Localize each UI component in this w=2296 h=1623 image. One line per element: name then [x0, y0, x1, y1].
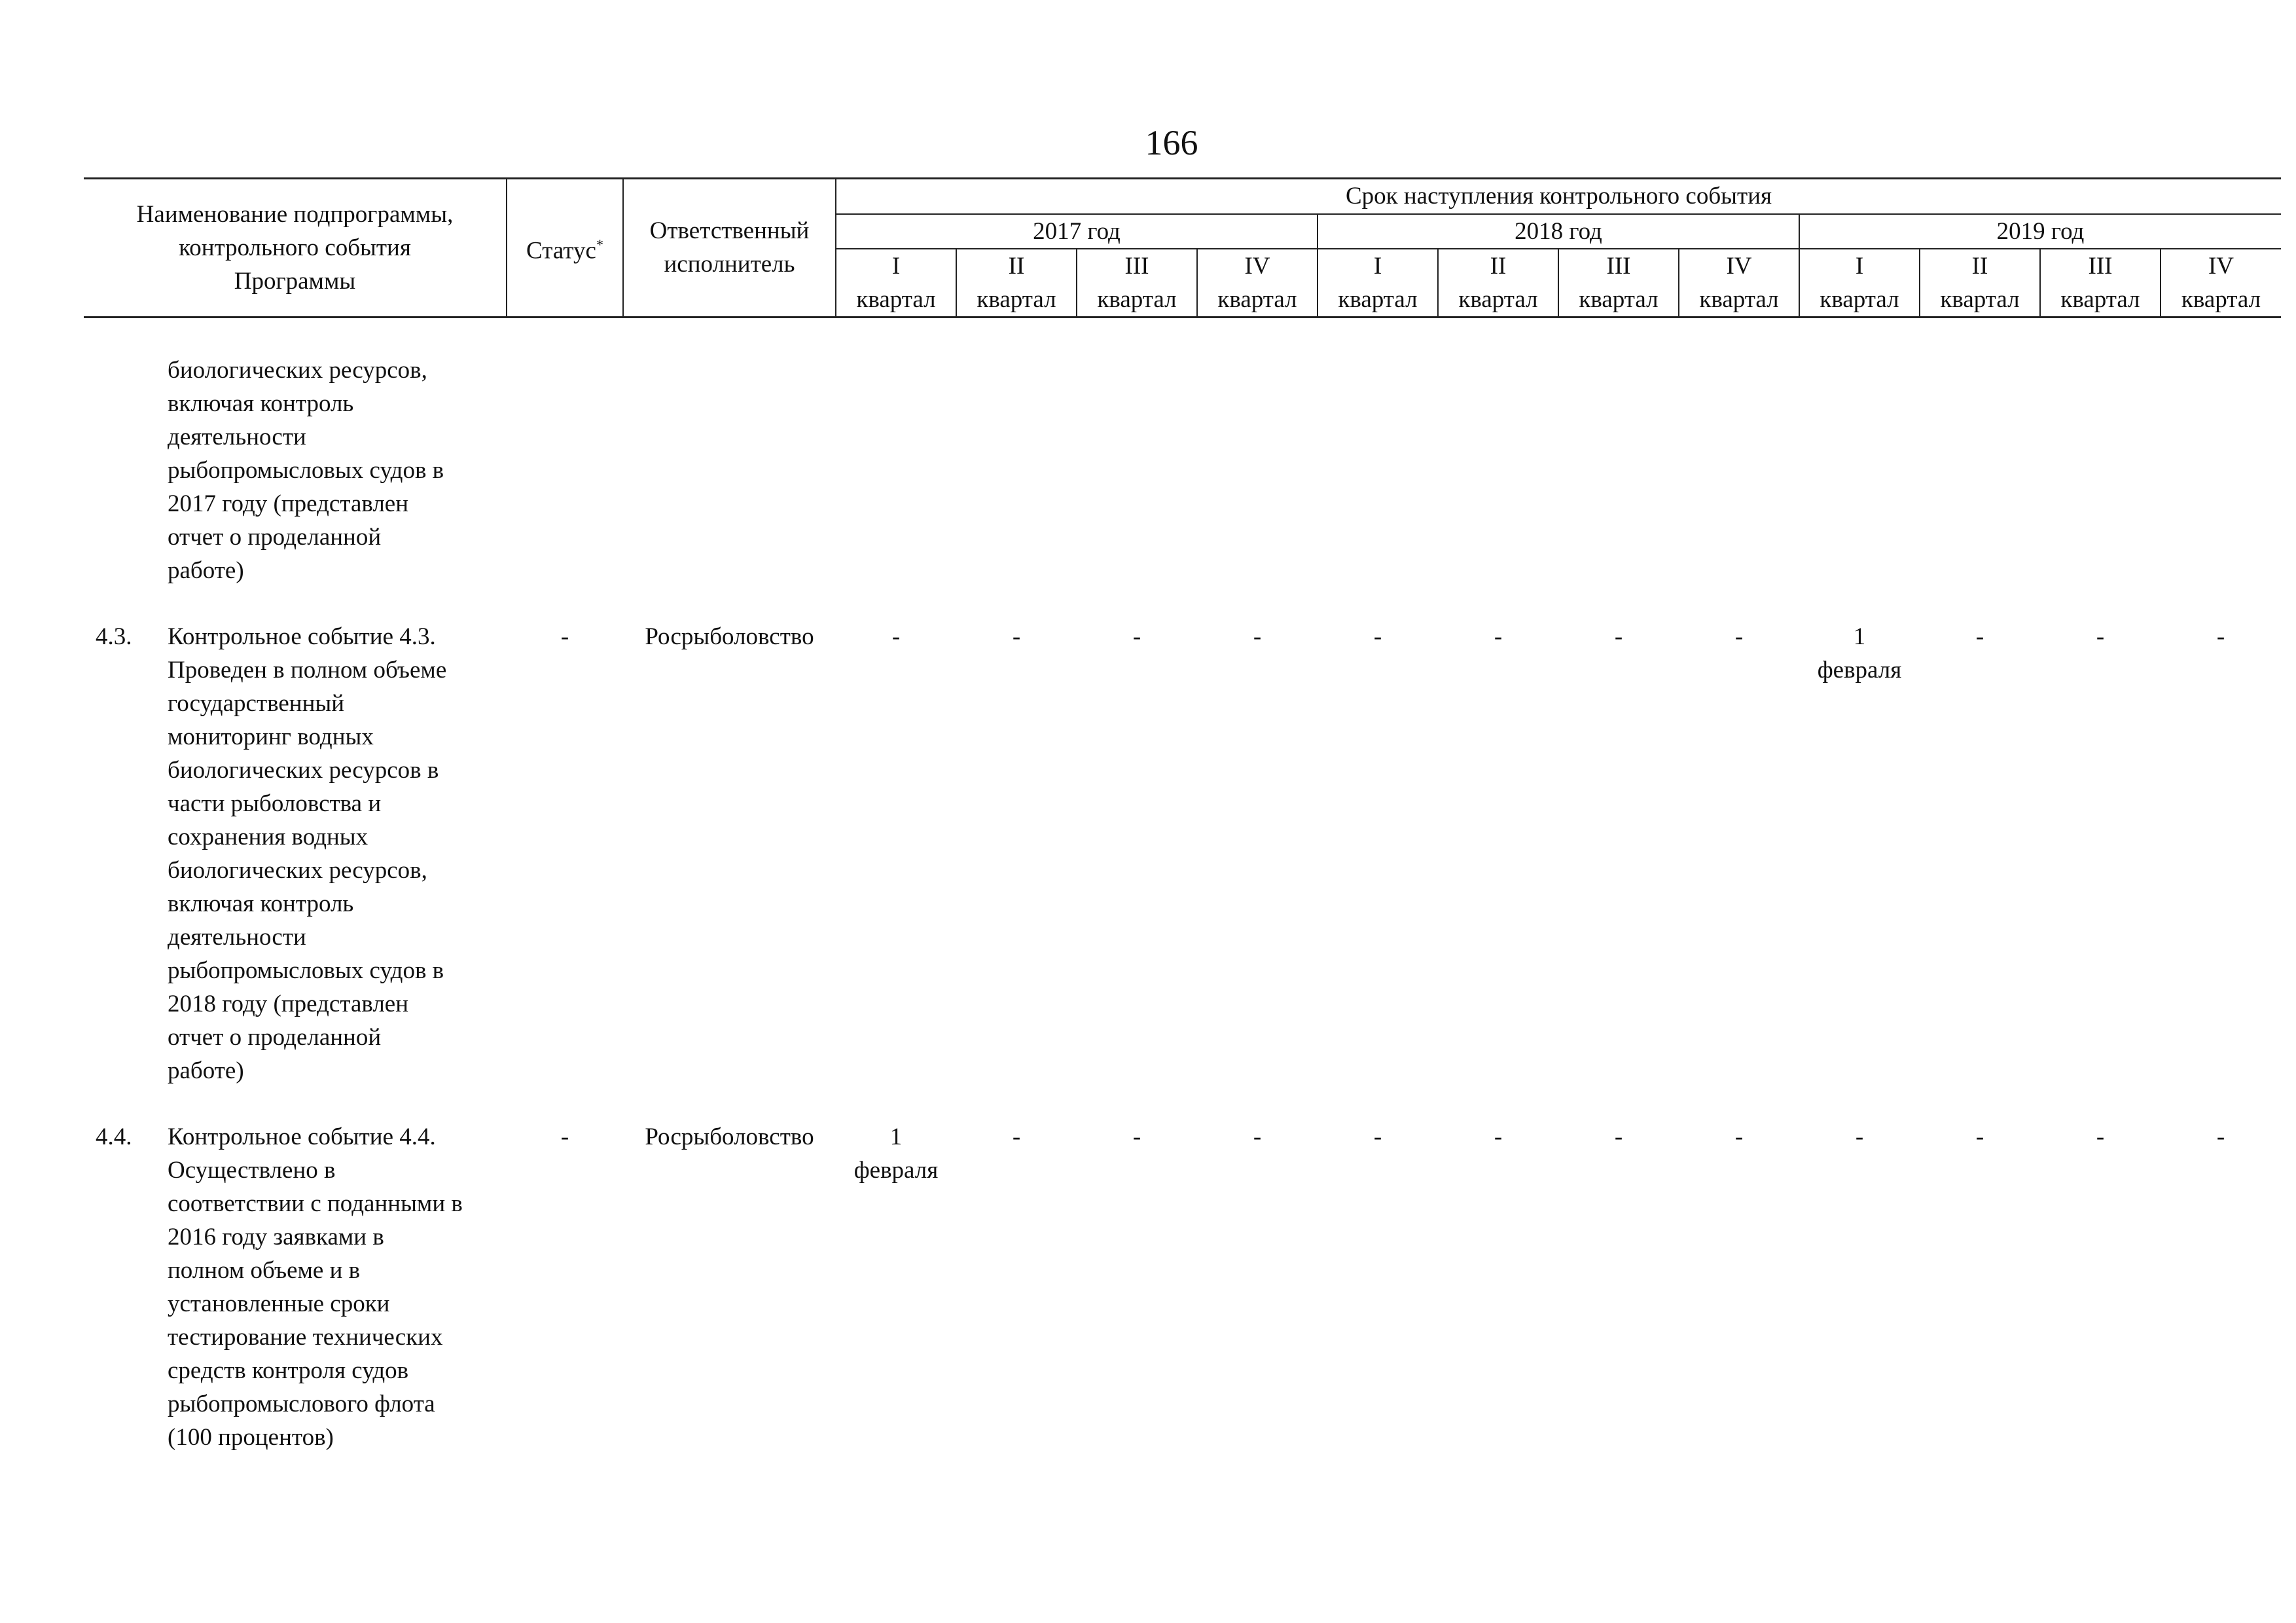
deadline-cell [1558, 354, 1679, 587]
quarter-header: IV квартал [1197, 249, 1318, 318]
row-number: 4.4. [96, 1123, 132, 1150]
row-executor: Росрыболовство [645, 623, 814, 650]
deadline-cell: 1 февраля [853, 1123, 939, 1184]
deadline-cell: - [2216, 1123, 2225, 1150]
quarter-header: III квартал [1077, 249, 1197, 318]
deadline-cell: - [1132, 623, 1141, 650]
deadline-cell: - [1253, 623, 1262, 650]
table-row [84, 1120, 2281, 1454]
row-status [507, 354, 623, 587]
deadline-group-header: Срок наступления контрольного события [836, 179, 2281, 214]
deadline-cell: - [2216, 623, 2225, 650]
deadline-cell [1197, 354, 1318, 587]
event-name: Контрольное событие 4.3. Проведен в полном объеме государственный мониторинг водных биологических ресурсов в части рыболовства и сохранения водных биологических ресурсов, включая контроль деятельности рыбопромысловых судов в 2018 году (представлен отчет о проделанной работе) [168, 623, 447, 1084]
quarter-header: I квартал [1318, 249, 1438, 318]
status-column-header: Статус* [507, 179, 623, 318]
quarter-header: I квартал [1799, 249, 1920, 318]
control-events-table [84, 177, 2281, 1454]
quarter-header: I квартал [836, 249, 956, 318]
year-header-2017: 2017 год [836, 214, 1318, 249]
deadline-cell: - [1132, 1123, 1141, 1150]
table-row [84, 620, 2281, 1087]
deadline-cell: - [1012, 1123, 1021, 1150]
event-name: Контрольное событие 4.4. Осуществлено в соответствии с поданными в 2016 году заявками в полном объеме и в установленные сроки тестирование технических средств контроля судов рыбопромыслового флота (100 процентов) [168, 1123, 463, 1451]
deadline-cell [1799, 354, 1920, 587]
quarter-header: IV квартал [1679, 249, 1799, 318]
row-number [84, 354, 162, 587]
name-column-header: Наименование подпрограммы, контрольного события Программы [84, 179, 507, 318]
deadline-cell: - [1855, 1123, 1864, 1150]
executor-column-header: Ответственный исполнитель [623, 179, 836, 318]
deadline-cell: - [1373, 623, 1382, 650]
deadline-cell: - [2096, 623, 2105, 650]
deadline-cell: - [1614, 623, 1623, 650]
deadline-cell [836, 354, 956, 587]
deadline-cell [2161, 354, 2281, 587]
deadline-cell: - [1494, 623, 1503, 650]
deadline-cell: - [1734, 1123, 1744, 1150]
deadline-cell: - [891, 623, 901, 650]
deadline-cell: 1 февраля [1817, 623, 1902, 684]
event-name: биологических ресурсов, включая контроль деятельности рыбопромысловых судов в 2017 году (представлен отчет о проделанной работе) [168, 357, 444, 584]
quarter-header: II квартал [1920, 249, 2040, 318]
deadline-cell: - [1614, 1123, 1623, 1150]
deadline-cell [1679, 354, 1799, 587]
status-footnote-mark: * [596, 236, 603, 253]
quarter-header: III квартал [2040, 249, 2161, 318]
deadline-cell: - [1975, 1123, 1984, 1150]
deadline-cell: - [1494, 1123, 1503, 1150]
deadline-cell [2040, 354, 2161, 587]
deadline-cell: - [1975, 623, 1984, 650]
quarter-header: II квартал [956, 249, 1077, 318]
row-number: 4.3. [96, 623, 132, 650]
deadline-cell [1920, 354, 2040, 587]
table-header [84, 179, 2281, 318]
quarter-header: II квартал [1438, 249, 1558, 318]
page-number: 166 [1145, 123, 1198, 162]
quarter-header: III квартал [1558, 249, 1679, 318]
row-executor: Росрыболовство [645, 1123, 814, 1150]
year-header-2018: 2018 год [1318, 214, 1799, 249]
deadline-cell: - [1734, 623, 1744, 650]
row-status: - [560, 623, 569, 650]
row-status: - [560, 1123, 569, 1150]
deadline-cell: - [1012, 623, 1021, 650]
deadline-cell [1318, 354, 1438, 587]
deadline-cell: - [1373, 1123, 1382, 1150]
deadline-cell: - [1253, 1123, 1262, 1150]
table-body [84, 317, 2281, 1454]
deadline-cell: - [2096, 1123, 2105, 1150]
deadline-cell [956, 354, 1077, 587]
year-header-2019: 2019 год [1799, 214, 2281, 249]
quarter-header: IV квартал [2161, 249, 2281, 318]
row-executor [623, 354, 836, 587]
deadline-cell [1077, 354, 1197, 587]
deadline-cell [1438, 354, 1558, 587]
table-row [84, 354, 2281, 587]
